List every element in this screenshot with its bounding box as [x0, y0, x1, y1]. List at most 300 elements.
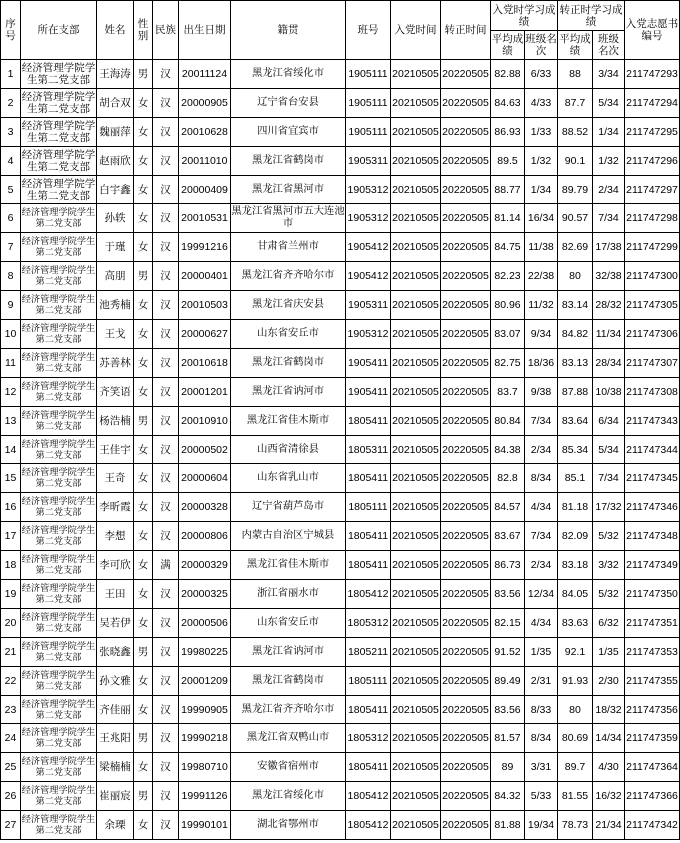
cell-confirm-avg: 83.64 — [558, 406, 593, 435]
cell-application-no: 211747295 — [625, 117, 680, 146]
cell-native-place: 黑龙江省佳木斯市 — [231, 406, 346, 435]
table-row — [1, 146, 680, 175]
cell-class-no: 1805312 — [346, 724, 391, 753]
cell-confirm-rank: 1/34 — [593, 117, 625, 146]
cell-class-no: 1905312 — [346, 204, 391, 233]
cell-index: 26 — [1, 782, 21, 811]
cell-native-place: 黑龙江省鹤岗市 — [231, 146, 346, 175]
cell-native-place: 黑龙江省绥化市 — [231, 60, 346, 89]
cell-join-rank: 18/36 — [525, 348, 558, 377]
cell-gender: 女 — [134, 88, 153, 117]
cell-join-rank: 5/33 — [525, 782, 558, 811]
cell-birth-date: 19990101 — [179, 811, 231, 840]
cell-ethnicity: 汉 — [153, 175, 179, 204]
cell-confirm-date: 20220505 — [441, 753, 491, 782]
cell-application-no: 211747308 — [625, 377, 680, 406]
cell-ethnicity: 汉 — [153, 637, 179, 666]
cell-join-date: 20210505 — [391, 146, 441, 175]
cell-confirm-avg: 89.7 — [558, 753, 593, 782]
cell-gender: 女 — [134, 522, 153, 551]
cell-join-rank: 1/34 — [525, 175, 558, 204]
cell-join-date: 20210505 — [391, 117, 441, 146]
table-header — [1, 1, 680, 60]
cell-gender: 女 — [134, 580, 153, 609]
cell-application-no: 211747298 — [625, 204, 680, 233]
cell-gender: 女 — [134, 551, 153, 580]
cell-confirm-date: 20220505 — [441, 320, 491, 349]
table-row — [1, 435, 680, 464]
cell-gender: 女 — [134, 377, 153, 406]
cell-class-no: 1805411 — [346, 464, 391, 493]
cell-native-place: 黑龙江省庆安县 — [231, 291, 346, 320]
cell-ethnicity: 汉 — [153, 88, 179, 117]
cell-branch: 经济管理学院学生第二党支部 — [21, 811, 97, 840]
cell-branch: 经济管理学院学生第二党支部 — [21, 464, 97, 493]
cell-native-place: 安徽省宿州市 — [231, 753, 346, 782]
header-index: 序号 — [1, 1, 21, 60]
cell-native-place: 黑龙江省佳木斯市 — [231, 551, 346, 580]
cell-join-avg: 83.56 — [491, 580, 525, 609]
cell-confirm-date: 20220505 — [441, 608, 491, 637]
cell-birth-date: 20000905 — [179, 88, 231, 117]
cell-ethnicity: 汉 — [153, 695, 179, 724]
cell-join-rank: 9/38 — [525, 377, 558, 406]
cell-branch: 经济管理学院学生第二党支部 — [21, 753, 97, 782]
cell-name: 李可欣 — [97, 551, 134, 580]
cell-application-no: 211747344 — [625, 435, 680, 464]
cell-confirm-date: 20220505 — [441, 666, 491, 695]
cell-join-date: 20210505 — [391, 666, 441, 695]
cell-confirm-avg: 83.14 — [558, 291, 593, 320]
cell-join-rank: 6/33 — [525, 60, 558, 89]
cell-join-rank: 19/34 — [525, 811, 558, 840]
cell-native-place: 内蒙古自治区宁城县 — [231, 522, 346, 551]
table-body — [1, 60, 680, 840]
cell-native-place: 黑龙江省讷河市 — [231, 377, 346, 406]
cell-join-rank: 1/35 — [525, 637, 558, 666]
cell-class-no: 1805412 — [346, 580, 391, 609]
table-row — [1, 695, 680, 724]
cell-branch: 经济管理学院学生第二党支部 — [21, 291, 97, 320]
cell-gender: 男 — [134, 724, 153, 753]
cell-index: 9 — [1, 291, 21, 320]
cell-confirm-date: 20220505 — [441, 204, 491, 233]
cell-branch: 经济管理学院学生第二党支部 — [21, 320, 97, 349]
cell-confirm-avg: 90.57 — [558, 204, 593, 233]
cell-index: 25 — [1, 753, 21, 782]
cell-name: 胡合双 — [97, 88, 134, 117]
cell-name: 王海涛 — [97, 60, 134, 89]
cell-index: 17 — [1, 522, 21, 551]
cell-ethnicity: 汉 — [153, 291, 179, 320]
cell-class-no: 1805111 — [346, 666, 391, 695]
cell-confirm-date: 20220505 — [441, 782, 491, 811]
cell-join-date: 20210505 — [391, 464, 441, 493]
table-row — [1, 493, 680, 522]
header-row-1 — [1, 1, 680, 31]
cell-birth-date: 20000329 — [179, 551, 231, 580]
cell-birth-date: 20000604 — [179, 464, 231, 493]
cell-index: 20 — [1, 608, 21, 637]
cell-name: 余瑮 — [97, 811, 134, 840]
cell-confirm-avg: 91.93 — [558, 666, 593, 695]
cell-index: 4 — [1, 146, 21, 175]
cell-confirm-rank: 18/32 — [593, 695, 625, 724]
cell-name: 崔丽宸 — [97, 782, 134, 811]
cell-join-date: 20210505 — [391, 637, 441, 666]
cell-confirm-avg: 82.69 — [558, 233, 593, 262]
cell-class-no: 1805211 — [346, 637, 391, 666]
cell-join-avg: 81.88 — [491, 811, 525, 840]
cell-ethnicity: 汉 — [153, 608, 179, 637]
cell-confirm-date: 20220505 — [441, 464, 491, 493]
cell-name: 苏善林 — [97, 348, 134, 377]
cell-gender: 女 — [134, 608, 153, 637]
table-row — [1, 348, 680, 377]
table-row — [1, 551, 680, 580]
cell-join-avg: 82.8 — [491, 464, 525, 493]
cell-confirm-date: 20220505 — [441, 348, 491, 377]
cell-join-rank: 7/34 — [525, 406, 558, 435]
table-row — [1, 782, 680, 811]
cell-class-no: 1905111 — [346, 88, 391, 117]
cell-ethnicity: 汉 — [153, 204, 179, 233]
cell-application-no: 211747364 — [625, 753, 680, 782]
cell-class-no: 1805411 — [346, 522, 391, 551]
cell-class-no: 1905111 — [346, 117, 391, 146]
cell-confirm-avg: 80 — [558, 262, 593, 291]
table-row — [1, 464, 680, 493]
cell-join-rank: 9/34 — [525, 320, 558, 349]
cell-join-rank: 7/34 — [525, 522, 558, 551]
cell-confirm-rank: 3/34 — [593, 60, 625, 89]
cell-join-rank: 11/38 — [525, 233, 558, 262]
cell-confirm-rank: 1/32 — [593, 146, 625, 175]
cell-gender: 女 — [134, 291, 153, 320]
cell-index: 13 — [1, 406, 21, 435]
cell-class-no: 1805311 — [346, 435, 391, 464]
cell-confirm-date: 20220505 — [441, 233, 491, 262]
cell-native-place: 浙江省丽水市 — [231, 580, 346, 609]
header-application-no: 入党志愿书编号 — [625, 1, 680, 60]
cell-class-no: 1805312 — [346, 608, 391, 637]
cell-join-date: 20210505 — [391, 233, 441, 262]
cell-confirm-date: 20220505 — [441, 580, 491, 609]
cell-confirm-rank: 6/32 — [593, 608, 625, 637]
cell-join-date: 20210505 — [391, 493, 441, 522]
cell-native-place: 甘肃省兰州市 — [231, 233, 346, 262]
cell-native-place: 山西省清徐县 — [231, 435, 346, 464]
cell-confirm-avg: 80.69 — [558, 724, 593, 753]
header-confirm-date: 转正时间 — [441, 1, 491, 60]
cell-native-place: 黑龙江省黑河市 — [231, 175, 346, 204]
cell-join-rank: 2/34 — [525, 435, 558, 464]
cell-native-place: 四川省宜宾市 — [231, 117, 346, 146]
cell-name: 王佳宇 — [97, 435, 134, 464]
cell-native-place: 黑龙江省讷河市 — [231, 637, 346, 666]
cell-ethnicity: 汉 — [153, 782, 179, 811]
cell-join-date: 20210505 — [391, 782, 441, 811]
cell-confirm-rank: 17/38 — [593, 233, 625, 262]
cell-name: 王兆阳 — [97, 724, 134, 753]
cell-confirm-rank: 4/30 — [593, 753, 625, 782]
cell-gender: 女 — [134, 233, 153, 262]
header-native-place: 籍贯 — [231, 1, 346, 60]
cell-gender: 女 — [134, 811, 153, 840]
cell-native-place: 辽宁省葫芦岛市 — [231, 493, 346, 522]
cell-application-no: 211747296 — [625, 146, 680, 175]
cell-join-date: 20210505 — [391, 204, 441, 233]
cell-confirm-avg: 92.1 — [558, 637, 593, 666]
cell-name: 李昕霞 — [97, 493, 134, 522]
cell-name: 高朋 — [97, 262, 134, 291]
cell-ethnicity: 汉 — [153, 262, 179, 291]
cell-index: 14 — [1, 435, 21, 464]
cell-birth-date: 20000401 — [179, 262, 231, 291]
cell-name: 赵雨欣 — [97, 146, 134, 175]
cell-join-date: 20210505 — [391, 262, 441, 291]
table-row — [1, 262, 680, 291]
cell-branch: 经济管理学院学生第二党支部 — [21, 233, 97, 262]
cell-confirm-rank: 5/34 — [593, 88, 625, 117]
cell-confirm-date: 20220505 — [441, 637, 491, 666]
cell-confirm-rank: 21/34 — [593, 811, 625, 840]
cell-confirm-avg: 85.34 — [558, 435, 593, 464]
table-row — [1, 811, 680, 840]
table-row — [1, 580, 680, 609]
cell-confirm-date: 20220505 — [441, 522, 491, 551]
cell-birth-date: 20001201 — [179, 377, 231, 406]
cell-name: 于瑾 — [97, 233, 134, 262]
header-confirm-avg-score: 平均成绩 — [558, 31, 593, 60]
cell-index: 15 — [1, 464, 21, 493]
table-row — [1, 320, 680, 349]
cell-application-no: 211747293 — [625, 60, 680, 89]
cell-ethnicity: 汉 — [153, 406, 179, 435]
cell-birth-date: 19980225 — [179, 637, 231, 666]
cell-index: 8 — [1, 262, 21, 291]
cell-join-date: 20210505 — [391, 608, 441, 637]
cell-application-no: 211747349 — [625, 551, 680, 580]
cell-index: 12 — [1, 377, 21, 406]
cell-branch: 经济管理学院学生第二党支部 — [21, 724, 97, 753]
cell-branch: 经济管理学院学生第二党支部 — [21, 348, 97, 377]
header-class-no: 班号 — [346, 1, 391, 60]
cell-join-date: 20210505 — [391, 580, 441, 609]
cell-class-no: 1905111 — [346, 60, 391, 89]
cell-confirm-avg: 87.88 — [558, 377, 593, 406]
cell-join-rank: 4/34 — [525, 493, 558, 522]
cell-confirm-rank: 16/32 — [593, 782, 625, 811]
cell-confirm-rank: 7/34 — [593, 204, 625, 233]
cell-ethnicity: 汉 — [153, 493, 179, 522]
cell-confirm-rank: 5/32 — [593, 522, 625, 551]
table-row — [1, 60, 680, 89]
cell-index: 7 — [1, 233, 21, 262]
cell-application-no: 211747342 — [625, 811, 680, 840]
header-gender: 性别 — [134, 1, 153, 60]
cell-join-avg: 81.57 — [491, 724, 525, 753]
cell-gender: 女 — [134, 493, 153, 522]
cell-confirm-date: 20220505 — [441, 291, 491, 320]
cell-class-no: 1905311 — [346, 291, 391, 320]
cell-join-avg: 80.96 — [491, 291, 525, 320]
cell-ethnicity: 汉 — [153, 580, 179, 609]
cell-gender: 女 — [134, 117, 153, 146]
cell-birth-date: 20000325 — [179, 580, 231, 609]
cell-confirm-rank: 6/34 — [593, 406, 625, 435]
cell-ethnicity: 汉 — [153, 522, 179, 551]
cell-join-avg: 83.67 — [491, 522, 525, 551]
cell-join-rank: 4/34 — [525, 608, 558, 637]
cell-confirm-avg: 83.18 — [558, 551, 593, 580]
cell-name: 齐笑语 — [97, 377, 134, 406]
cell-birth-date: 20010618 — [179, 348, 231, 377]
cell-confirm-avg: 84.05 — [558, 580, 593, 609]
cell-confirm-date: 20220505 — [441, 435, 491, 464]
cell-join-avg: 89 — [491, 753, 525, 782]
cell-index: 1 — [1, 60, 21, 89]
cell-confirm-avg: 83.63 — [558, 608, 593, 637]
cell-branch: 经济管理学院学生第二党支部 — [21, 204, 97, 233]
cell-join-date: 20210505 — [391, 60, 441, 89]
table-row — [1, 753, 680, 782]
cell-confirm-rank: 3/32 — [593, 551, 625, 580]
cell-ethnicity: 汉 — [153, 435, 179, 464]
cell-branch: 经济管理学院学生第二党支部 — [21, 60, 97, 89]
table-row — [1, 522, 680, 551]
cell-class-no: 1905411 — [346, 377, 391, 406]
cell-birth-date: 19990218 — [179, 724, 231, 753]
cell-application-no: 211747350 — [625, 580, 680, 609]
cell-birth-date: 20000506 — [179, 608, 231, 637]
cell-birth-date: 20000627 — [179, 320, 231, 349]
cell-branch: 经济管理学院学生第二党支部 — [21, 175, 97, 204]
cell-confirm-avg: 84.82 — [558, 320, 593, 349]
cell-gender: 男 — [134, 60, 153, 89]
cell-branch: 经济管理学院学生第二党支部 — [21, 637, 97, 666]
cell-join-date: 20210505 — [391, 811, 441, 840]
cell-join-rank: 2/34 — [525, 551, 558, 580]
cell-gender: 女 — [134, 695, 153, 724]
cell-gender: 女 — [134, 204, 153, 233]
cell-birth-date: 20011124 — [179, 60, 231, 89]
cell-ethnicity: 汉 — [153, 146, 179, 175]
cell-ethnicity: 汉 — [153, 753, 179, 782]
cell-application-no: 211747294 — [625, 88, 680, 117]
cell-join-avg: 86.93 — [491, 117, 525, 146]
table-row — [1, 88, 680, 117]
cell-application-no: 211747345 — [625, 464, 680, 493]
cell-confirm-avg: 89.79 — [558, 175, 593, 204]
cell-class-no: 1805411 — [346, 406, 391, 435]
cell-confirm-rank: 28/34 — [593, 348, 625, 377]
cell-native-place: 黑龙江省齐齐哈尔市 — [231, 262, 346, 291]
cell-class-no: 1905311 — [346, 146, 391, 175]
cell-birth-date: 19980710 — [179, 753, 231, 782]
cell-confirm-date: 20220505 — [441, 724, 491, 753]
cell-birth-date: 20000409 — [179, 175, 231, 204]
cell-native-place: 山东省乳山市 — [231, 464, 346, 493]
cell-ethnicity: 汉 — [153, 464, 179, 493]
cell-application-no: 211747307 — [625, 348, 680, 377]
cell-join-rank: 2/31 — [525, 666, 558, 695]
cell-confirm-date: 20220505 — [441, 377, 491, 406]
header-birth-date: 出生日期 — [179, 1, 231, 60]
cell-confirm-avg: 88 — [558, 60, 593, 89]
cell-gender: 男 — [134, 406, 153, 435]
cell-index: 2 — [1, 88, 21, 117]
cell-birth-date: 20000806 — [179, 522, 231, 551]
cell-application-no: 211747359 — [625, 724, 680, 753]
cell-gender: 女 — [134, 320, 153, 349]
header-confirm-scores: 转正时学习成绩 — [558, 1, 625, 31]
cell-join-date: 20210505 — [391, 435, 441, 464]
cell-join-rank: 8/33 — [525, 695, 558, 724]
cell-application-no: 211747299 — [625, 233, 680, 262]
cell-branch: 经济管理学院学生第二党支部 — [21, 146, 97, 175]
cell-join-avg: 82.88 — [491, 60, 525, 89]
cell-index: 16 — [1, 493, 21, 522]
cell-native-place: 黑龙江省鹤岗市 — [231, 348, 346, 377]
cell-branch: 经济管理学院学生第二党支部 — [21, 580, 97, 609]
cell-join-rank: 12/34 — [525, 580, 558, 609]
cell-native-place: 黑龙江省黑河市五大连池市 — [231, 204, 346, 233]
cell-name: 王奇 — [97, 464, 134, 493]
cell-class-no: 1805411 — [346, 695, 391, 724]
cell-index: 3 — [1, 117, 21, 146]
table-row — [1, 117, 680, 146]
cell-application-no: 211747305 — [625, 291, 680, 320]
cell-join-avg: 91.52 — [491, 637, 525, 666]
cell-branch: 经济管理学院学生第二党支部 — [21, 262, 97, 291]
cell-ethnicity: 满 — [153, 551, 179, 580]
cell-name: 张晓鑫 — [97, 637, 134, 666]
cell-join-date: 20210505 — [391, 348, 441, 377]
cell-join-avg: 84.32 — [491, 782, 525, 811]
cell-application-no: 211747343 — [625, 406, 680, 435]
cell-join-rank: 16/34 — [525, 204, 558, 233]
cell-birth-date: 20010628 — [179, 117, 231, 146]
cell-branch: 经济管理学院学生第二党支部 — [21, 435, 97, 464]
cell-join-avg: 83.07 — [491, 320, 525, 349]
cell-ethnicity: 汉 — [153, 320, 179, 349]
cell-birth-date: 19991126 — [179, 782, 231, 811]
cell-join-avg: 82.23 — [491, 262, 525, 291]
header-name: 姓名 — [97, 1, 134, 60]
cell-confirm-date: 20220505 — [441, 146, 491, 175]
cell-native-place: 山东省安丘市 — [231, 320, 346, 349]
cell-ethnicity: 汉 — [153, 811, 179, 840]
cell-confirm-avg: 82.09 — [558, 522, 593, 551]
cell-confirm-avg: 83.13 — [558, 348, 593, 377]
header-join-class-rank: 班级名次 — [525, 31, 558, 60]
cell-native-place: 山东省安丘市 — [231, 608, 346, 637]
header-join-date: 入党时间 — [391, 1, 441, 60]
cell-confirm-avg: 78.73 — [558, 811, 593, 840]
cell-join-date: 20210505 — [391, 695, 441, 724]
cell-name: 李想 — [97, 522, 134, 551]
cell-confirm-date: 20220505 — [441, 811, 491, 840]
cell-index: 21 — [1, 637, 21, 666]
cell-name: 杨浩楠 — [97, 406, 134, 435]
cell-native-place: 黑龙江省鹤岗市 — [231, 666, 346, 695]
cell-name: 王戈 — [97, 320, 134, 349]
header-branch: 所在支部 — [21, 1, 97, 60]
cell-confirm-avg: 80 — [558, 695, 593, 724]
cell-confirm-date: 20220505 — [441, 88, 491, 117]
cell-confirm-rank: 17/32 — [593, 493, 625, 522]
